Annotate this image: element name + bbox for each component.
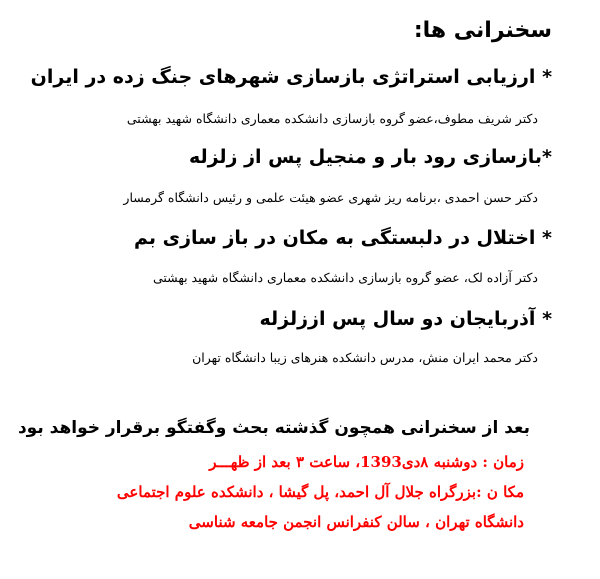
talk-speaker: دکتر شریف مطوف،عضو گروه بازسازی دانشکده معماری دانشگاه شهید بهشتی [126, 111, 538, 126]
talk-title: * آذربایجان دو سال پس اززلزله [259, 308, 552, 330]
talks-heading: سخنرانی ها: [413, 18, 552, 43]
talk-title: *بازسازی رود بار و منجیل پس از زلزله [188, 146, 552, 168]
talk-title: * ارزیابی استراتژی بازسازی شهرهای جنگ زده در ایران [30, 66, 552, 88]
event-venue: دانشگاه تهران ، سالن کنفرانس انجمن جامعه شناسی [188, 513, 524, 531]
event-location: مکا ن :بزرگراه جلال آل احمد، پل گیشا ، دانشکده علوم اجتماعی [116, 483, 524, 501]
talk-speaker: دکتر حسن احمدی ،برنامه ریز شهری عضو هیئت علمی و رئیس دانشگاه گرمسار [123, 190, 538, 205]
talk-speaker: دکتر آزاده لک، عضو گروه بازسازی دانشکده معماری دانشگاه شهید بهشتی [152, 270, 538, 285]
talk-title: * اختلال در دلبستگی به مکان در باز سازی بم [134, 227, 552, 249]
event-time: زمان : دوشنبه ۸دی1393، ساعت ۳ بعد از ظهـــر [209, 453, 524, 471]
discussion-note: بعد از سخنرانی همچون گذشته بحث وگفتگو برقرار خواهد بود [17, 418, 530, 438]
talk-speaker: دکتر محمد ایران منش، مدرس دانشکده هنرهای زیبا دانشگاه تهران [192, 350, 538, 365]
